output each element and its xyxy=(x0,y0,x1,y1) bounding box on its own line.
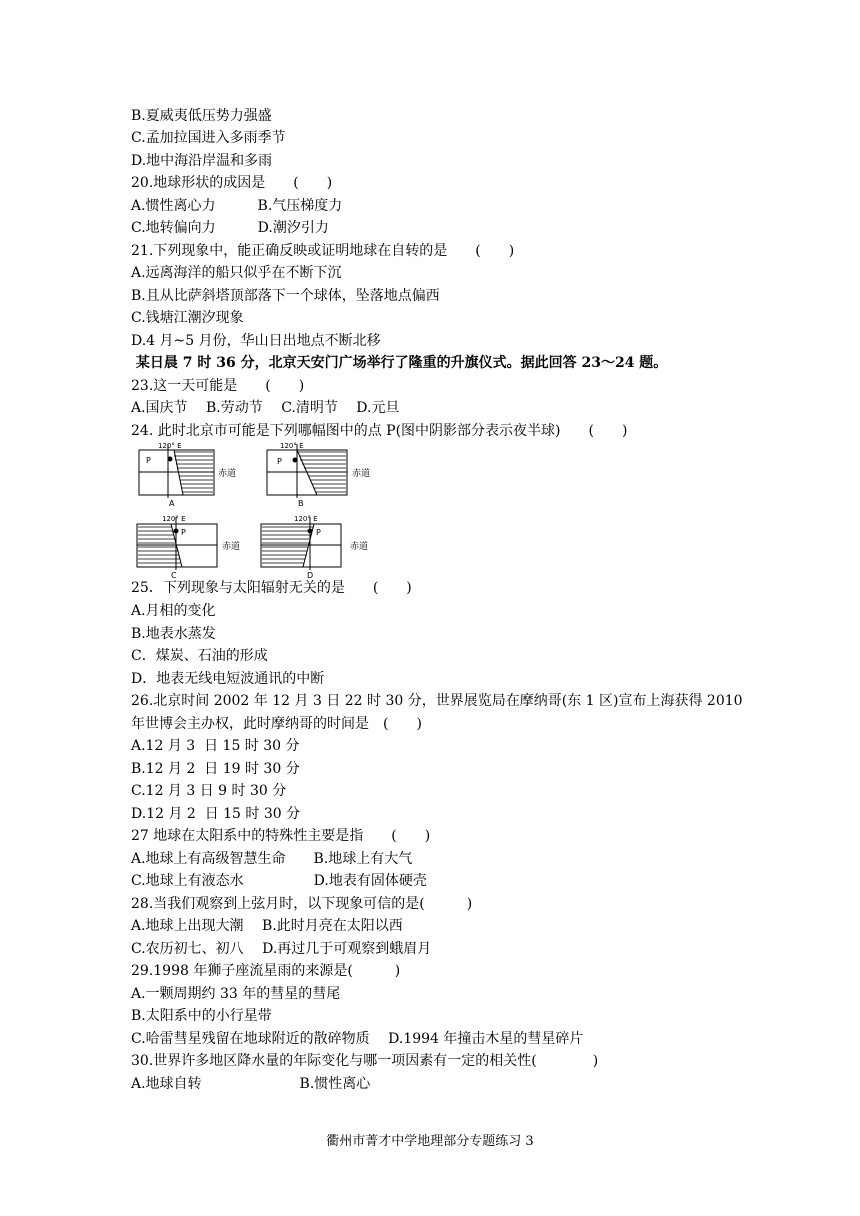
equator-label: 赤道 xyxy=(350,542,369,552)
diagram-c xyxy=(134,512,254,586)
text-line: C.哈雷彗星残留在地球附近的散碎物质 D.1994 年撞击木星的彗星碎片 xyxy=(131,1031,584,1047)
meridian-label: 120° E xyxy=(280,442,304,450)
diagram-a xyxy=(136,440,236,514)
text-line: A.地球上有高级智慧生命 B.地球上有大气 xyxy=(131,851,413,867)
text-line: C.孟加拉国进入多雨季节 xyxy=(131,130,286,146)
text-line: B.地表水蒸发 xyxy=(131,626,216,642)
meridian-label: 120° E xyxy=(162,515,186,523)
equator-label: 赤道 xyxy=(222,542,241,552)
text-line: A.一颗周期约 33 年的彗星的彗尾 xyxy=(131,986,341,1002)
point-label: P xyxy=(146,456,151,465)
text-line: B.且从比萨斜塔顶部落下一个球体，坠落地点偏西 xyxy=(131,288,440,304)
text-line: C.12 月 3 日 9 时 30 分 xyxy=(131,783,287,799)
question-28: 28.当我们观察到上弦月时，以下现象可信的是( ) xyxy=(131,896,473,912)
question-25: 25．下列现象与太阳辐射无关的是 ( ) xyxy=(131,580,412,596)
text-line: C.农历初七、初八 D.再过几于可观察到蛾眉月 xyxy=(131,941,432,957)
text-line: C.钱塘江潮汐现象 xyxy=(131,310,244,326)
text-line: B.12 月 2 日 19 时 30 分 xyxy=(131,761,300,777)
meridian-label: 120° E xyxy=(294,515,318,523)
text-line: D.地中海沿岸温和多雨 xyxy=(131,153,273,169)
text-line: C．煤炭、石油的形成 xyxy=(131,648,268,664)
text-line: D.12 月 2 日 15 时 30 分 xyxy=(131,806,301,822)
question-27: 27 地球在太阳系中的特殊性主要是指 ( ) xyxy=(131,828,431,844)
diagram-d xyxy=(258,512,383,586)
text-line: 年世博会主办权，此时摩纳哥的时间是 ( ) xyxy=(131,716,422,732)
text-line: A.月相的变化 xyxy=(131,603,216,619)
page-footer: 衢州市菁才中学地理部分专题练习 3 xyxy=(326,1134,534,1149)
diagram-letter: C xyxy=(171,571,177,580)
text-line: B.夏威夷低压势力强盛 xyxy=(131,108,272,124)
text-line: C.地球上有液态水 D.地表有固体硬壳 xyxy=(131,873,427,889)
question-29: 29.1998 年狮子座流星雨的来源是( ) xyxy=(131,963,401,979)
question-30: 30.世界许多地区降水量的年际变化与哪一项因素有一定的相关性( ) xyxy=(131,1053,599,1069)
diagram-letter: A xyxy=(169,499,175,508)
diagram-b xyxy=(264,440,384,514)
text-line: B.太阳系中的小行星带 xyxy=(131,1008,272,1024)
question-26: 26.北京时间 2002 年 12 月 3 日 22 时 30 分，世界展览局在摩纳哥(东 1 区)宣布上海获得 2010 xyxy=(131,693,743,709)
diagram-letter: D xyxy=(307,571,314,580)
text-line: A.惯性离心力 B.气压梯度力 xyxy=(131,198,343,214)
text-line: D．地表无线电短波通讯的中断 xyxy=(131,671,325,687)
text-line: A.国庆节 B.劳动节 C.清明节 D.元旦 xyxy=(131,400,400,416)
question-21: 21.下列现象中，能正确反映或证明地球在自转的是 ( ) xyxy=(131,243,515,259)
text-line: A.12 月 3 日 15 时 30 分 xyxy=(131,738,300,754)
text-line: A.地球上出现大潮 B.此时月亮在太阳以西 xyxy=(131,918,403,934)
point-label: P xyxy=(181,528,186,537)
equator-label: 赤道 xyxy=(218,469,236,479)
point-label: P xyxy=(316,528,321,537)
question-20: 20.地球形状的成因是 ( ) xyxy=(131,175,333,191)
diagram-letter: B xyxy=(298,499,304,508)
equator-label: 赤道 xyxy=(352,469,371,479)
question-23: 23.这一天可能是 ( ) xyxy=(131,378,305,394)
text-line: A.地球自转 B.惯性离心 xyxy=(131,1076,371,1092)
question-24: 24. 此时北京市可能是下列哪幅图中的点 P(图中阴影部分表示夜半球) ( ) xyxy=(131,423,628,439)
text-line: A.远离海洋的船只似乎在不断下沉 xyxy=(131,265,342,281)
text-line: D.4 月~5 月份，华山日出地点不断北移 xyxy=(131,333,381,349)
group-intro: 某日晨 7 时 36 分，北京天安门广场举行了隆重的升旗仪式。据此回答 23～24 题。 xyxy=(131,355,668,371)
text-line: C.地转偏向力 D.潮汐引力 xyxy=(131,220,329,236)
meridian-label: 120° E xyxy=(158,442,182,450)
point-label: P xyxy=(277,457,282,466)
